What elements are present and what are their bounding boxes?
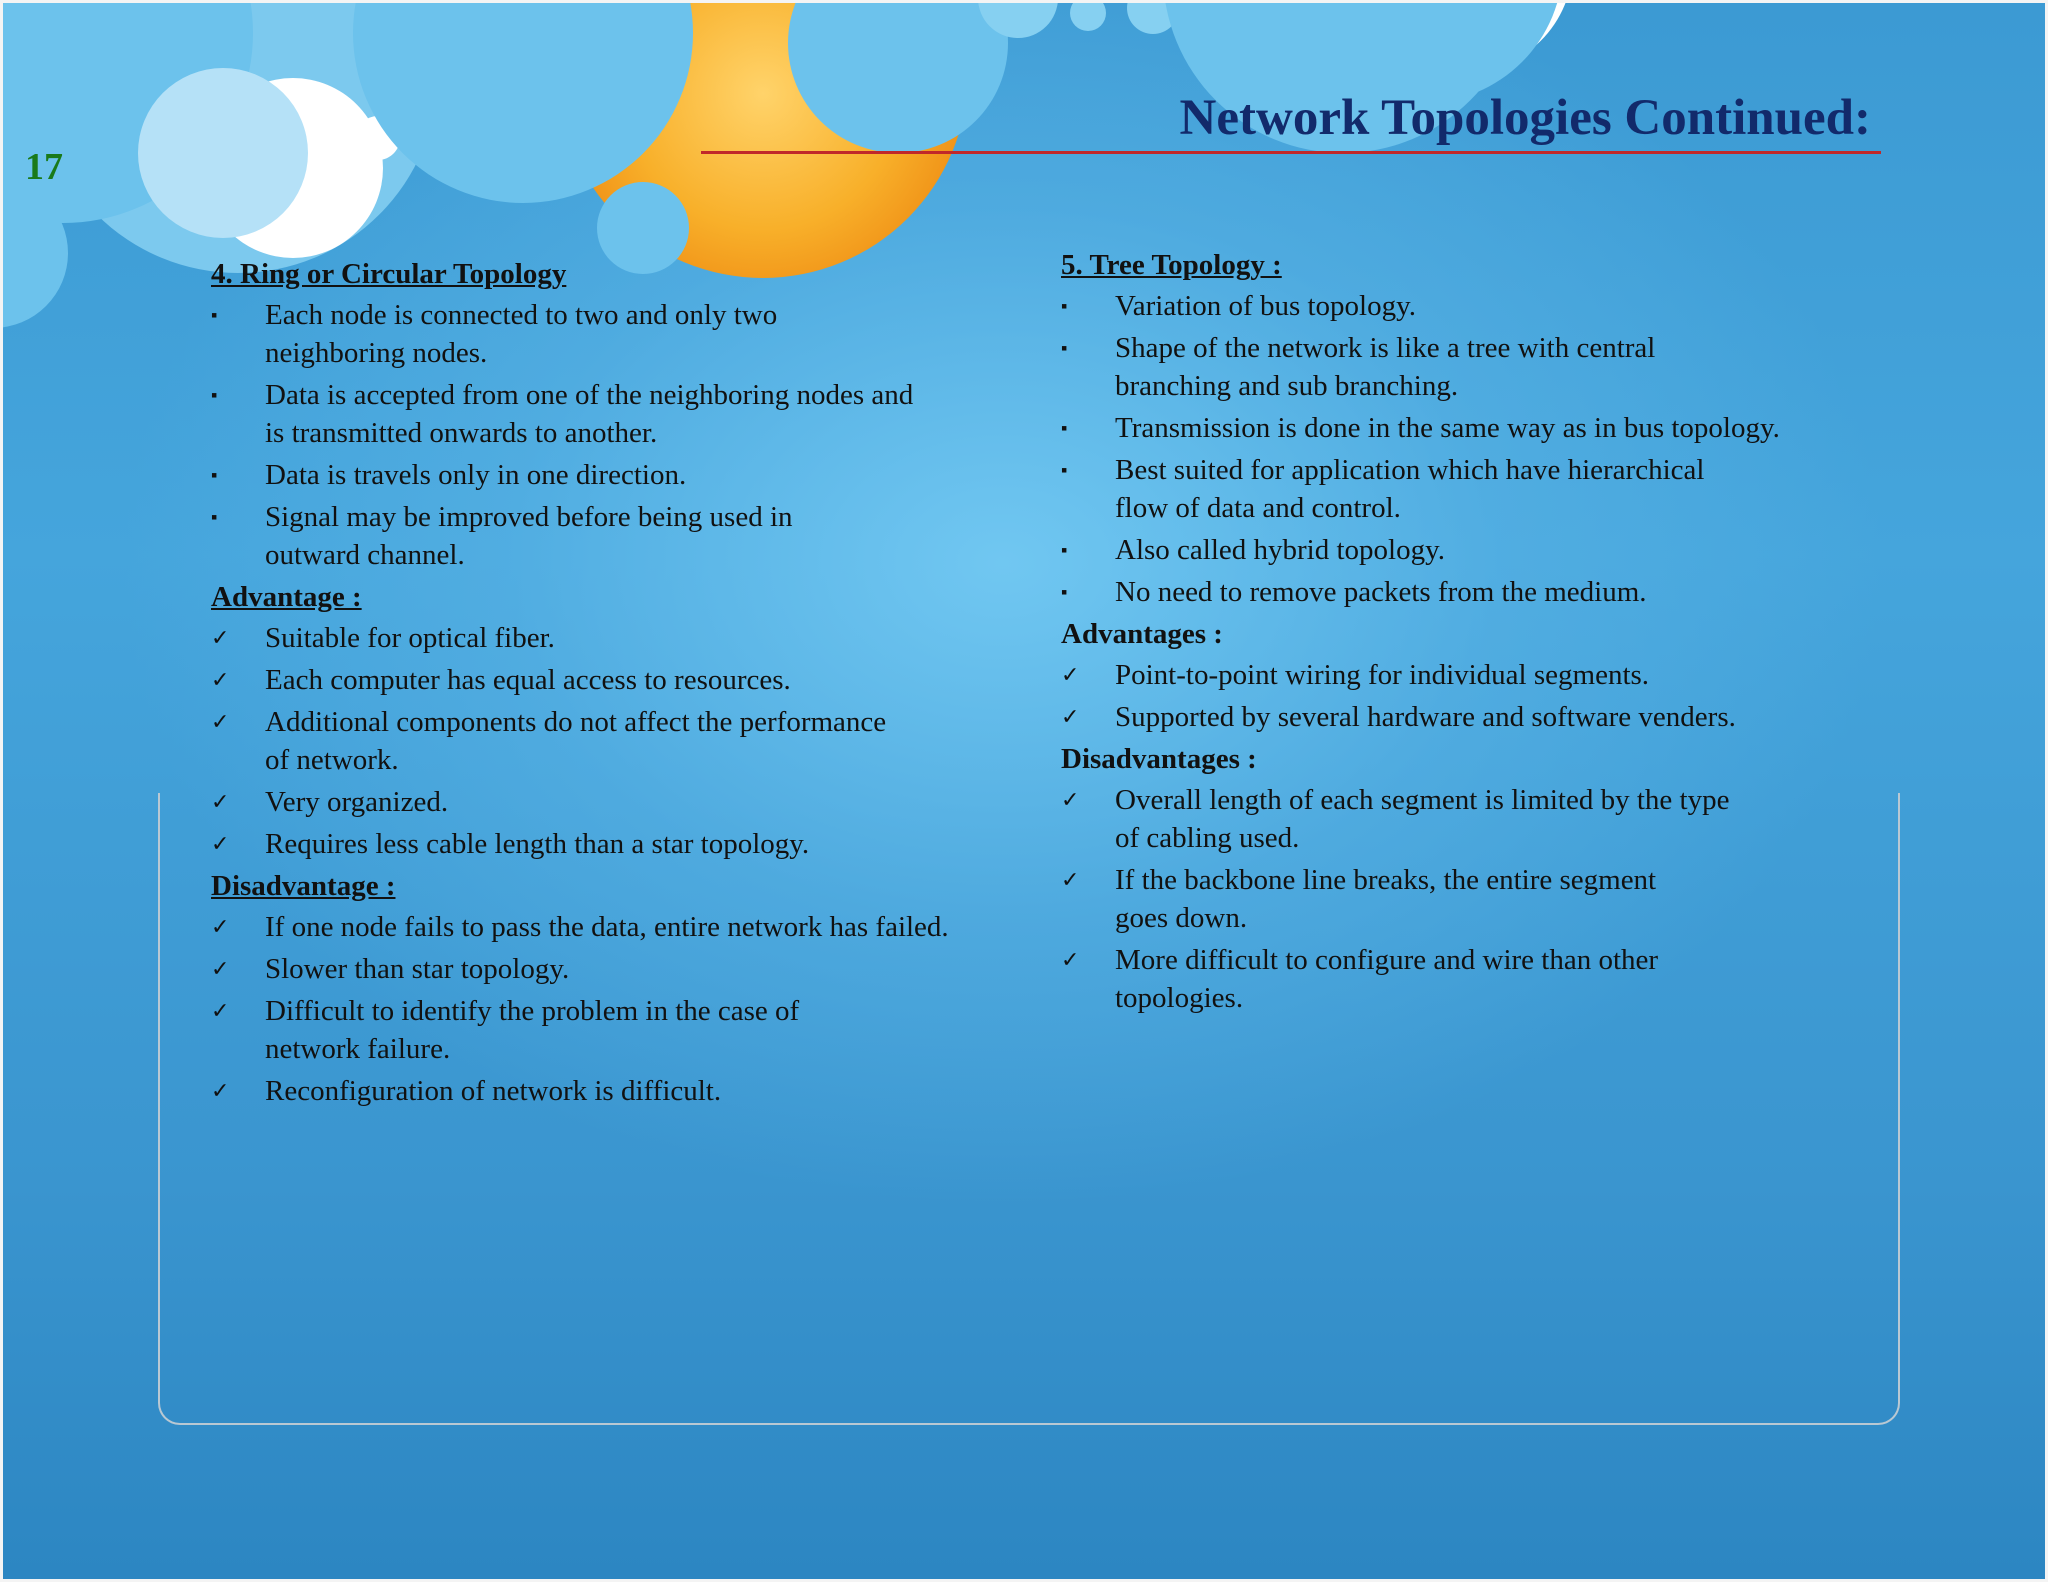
square-bullet-icon: ▪: [211, 507, 218, 527]
checkmark-icon: ✓: [211, 831, 230, 856]
square-bullet-icon: ▪: [211, 305, 218, 325]
ring-disadvantage-list: [211, 908, 1011, 1110]
list-item: ✓ Supported by several hardware and software venders.: [1061, 698, 1861, 736]
ring-topology-heading: 4. Ring or Circular Topology: [211, 258, 567, 290]
list-item: ▪ Data is travels only in one direction.: [211, 456, 1011, 494]
square-bullet-icon: ▪: [1061, 460, 1068, 480]
checkmark-icon: ✓: [211, 789, 230, 814]
list-item: ✓ Additional components do not affect the performance of network.: [211, 703, 1011, 779]
checkmark-icon: ✓: [1061, 867, 1080, 892]
checkmark-icon: ✓: [211, 1078, 230, 1103]
list-item: ✓ More difficult to configure and wire than other topologies.: [1061, 941, 1861, 1017]
list-item: ▪ Data is accepted from one of the neighboring nodes and is transmitted onwards to another.: [211, 376, 1011, 452]
page-number: 17: [25, 146, 63, 188]
ring-advantage-heading: Advantage :: [211, 581, 362, 613]
square-bullet-icon: ▪: [1061, 418, 1068, 438]
list-item: ▪ Transmission is done in the same way as in bus topology.: [1061, 409, 1861, 447]
ring-bullet-list: [211, 296, 1011, 574]
tree-advantage-heading: Advantages :: [1061, 618, 1223, 650]
checkmark-icon: ✓: [1061, 704, 1080, 729]
ring-advantage-list: [211, 619, 1011, 863]
ring-topology-column: [211, 255, 1011, 1114]
list-item: ▪ Signal may be improved before being used in outward channel.: [211, 498, 1011, 574]
tree-disadvantage-heading: Disadvantages :: [1061, 743, 1257, 775]
list-item: ✓ If the backbone line breaks, the entire segment goes down.: [1061, 861, 1861, 937]
tree-disadvantage-list: [1061, 781, 1861, 1017]
ring-disadvantage-heading: Disadvantage :: [211, 870, 396, 902]
checkmark-icon: ✓: [1061, 947, 1080, 972]
checkmark-icon: ✓: [1061, 787, 1080, 812]
square-bullet-icon: ▪: [1061, 338, 1068, 358]
list-item: ✓ If one node fails to pass the data, entire network has failed.: [211, 908, 1011, 946]
list-item: ▪ Also called hybrid topology.: [1061, 531, 1861, 569]
list-item: ▪ Variation of bus topology.: [1061, 287, 1861, 325]
list-item: ✓ Very organized.: [211, 783, 1011, 821]
list-item: ▪ Shape of the network is like a tree with central branching and sub branching.: [1061, 329, 1861, 405]
square-bullet-icon: ▪: [211, 385, 218, 405]
slide-title: Network Topologies Continued:: [1179, 90, 1871, 146]
list-item: ▪ Best suited for application which have hierarchical flow of data and control.: [1061, 451, 1861, 527]
checkmark-icon: ✓: [211, 709, 230, 734]
checkmark-icon: ✓: [211, 625, 230, 650]
list-item: ▪ No need to remove packets from the medium.: [1061, 573, 1861, 611]
tree-topology-heading: 5. Tree Topology :: [1061, 249, 1282, 281]
square-bullet-icon: ▪: [211, 465, 218, 485]
list-item: ✓ Requires less cable length than a star topology.: [211, 825, 1011, 863]
list-item: ✓ Difficult to identify the problem in the case of network failure.: [211, 992, 1011, 1068]
checkmark-icon: ✓: [211, 667, 230, 692]
checkmark-icon: ✓: [1061, 662, 1080, 687]
list-item: ▪ Each node is connected to two and only two neighboring nodes.: [211, 296, 1011, 372]
checkmark-icon: ✓: [211, 998, 230, 1023]
tree-advantage-list: [1061, 656, 1861, 736]
title-underline: [701, 151, 1881, 154]
square-bullet-icon: ▪: [1061, 296, 1068, 316]
list-item: ✓ Suitable for optical fiber.: [211, 619, 1011, 657]
list-item: ✓ Reconfiguration of network is difficult.: [211, 1072, 1011, 1110]
list-item: ✓ Overall length of each segment is limited by the type of cabling used.: [1061, 781, 1861, 857]
tree-bullet-list: [1061, 287, 1861, 611]
square-bullet-icon: ▪: [1061, 582, 1068, 602]
list-item: ✓ Point-to-point wiring for individual segments.: [1061, 656, 1861, 694]
list-item: ✓ Each computer has equal access to resources.: [211, 661, 1011, 699]
list-item: ✓ Slower than star topology.: [211, 950, 1011, 988]
checkmark-icon: ✓: [211, 956, 230, 981]
tree-topology-column: [1061, 246, 1861, 1021]
checkmark-icon: ✓: [211, 914, 230, 939]
square-bullet-icon: ▪: [1061, 540, 1068, 560]
